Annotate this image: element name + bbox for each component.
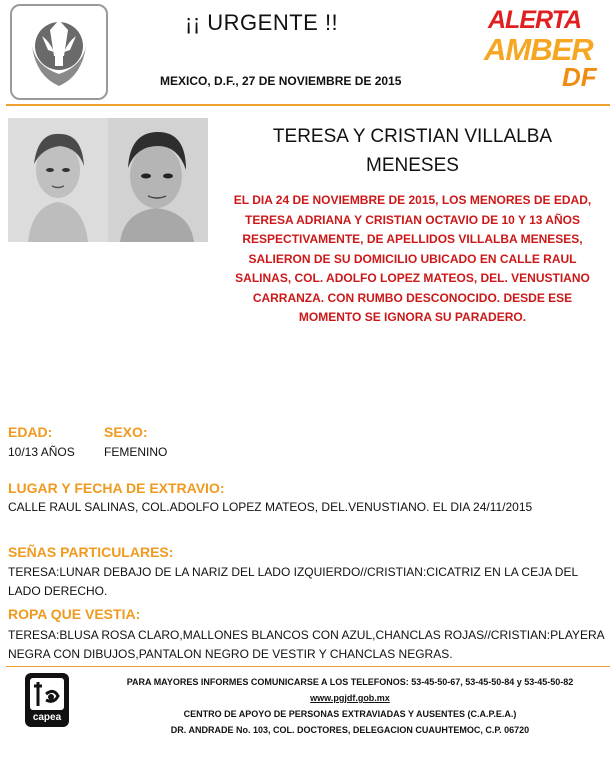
- capea-logo: [24, 672, 70, 728]
- story-line: CARRANZA. CON RUMBO DESCONOCIDO. DESDE ESE: [252, 290, 573, 305]
- missing-names: [225, 122, 600, 180]
- senas-line: LADO DERECHO.: [8, 584, 108, 598]
- sexo-label: SEXO:: [104, 424, 148, 440]
- header-divider: [6, 104, 610, 106]
- senas-line: TERESA:LUNAR DEBAJO DE LA NARIZ DEL LADO IZQUIERDO//CRISTIAN:CICATRIZ EN LA CEJA DEL: [8, 565, 579, 579]
- senas-label: SEÑAS PARTICULARES:: [8, 544, 174, 560]
- edad-value: 10/13 AÑOS: [8, 445, 75, 459]
- capea-text: capea: [32, 712, 62, 723]
- ropa-line: NEGRA CON DIBUJOS,PANTALON NEGRO DE VESTIR Y CHANCLAS NEGRAS.: [8, 647, 453, 661]
- senas-value: [8, 563, 608, 601]
- ropa-value: [8, 626, 612, 664]
- story-line: TERESA ADRIANA Y CRISTIAN OCTAVIO DE 10 Y 13 AÑOS: [245, 212, 580, 227]
- website-link[interactable]: www.pgjdf.gob.mx: [310, 693, 390, 703]
- logo-df-text: DF: [562, 62, 597, 92]
- address-line: DR. ANDRADE No. 103, COL. DOCTORES, DELEGACION CUAUHTEMOC, C.P. 06720: [170, 725, 530, 735]
- sexo-value: FEMENINO: [104, 445, 168, 459]
- eagle-emblem-icon: [12, 6, 106, 98]
- story-line: EL DIA 24 DE NOVIEMBRE DE 2015, LOS MENORES DE EDAD,: [233, 193, 592, 207]
- case-description: [230, 191, 595, 328]
- logo-amber-text: AMBER: [484, 32, 593, 67]
- center-line: CENTRO DE APOYO DE PERSONAS EXTRAVIADAS Y AUSENTES (C.A.P.E.A.): [183, 709, 517, 719]
- names-line-1: TERESA Y CRISTIAN VILLALBA: [272, 126, 553, 147]
- phones-line: PARA MAYORES INFORMES COMUNICARSE A LOS TELEFONOS: 53-45-50-67, 53-45-50-84 y 53-45-50-82: [126, 677, 574, 687]
- missing-children-photos: [8, 118, 208, 242]
- urgent-title: ¡¡ URGENTE !!: [185, 10, 339, 35]
- story-line: RESPECTIVAMENTE, DE APELLIDOS VILLALBA MENESES,: [242, 232, 583, 246]
- story-line: SALINAS, COL. ADOLFO LOPEZ MATEOS, DEL. VENUSTIANO: [235, 271, 590, 285]
- contact-footer: [100, 674, 600, 738]
- date-line: MEXICO, D.F., 27 DE NOVIEMBRE DE 2015: [160, 74, 402, 88]
- story-line: MOMENTO SE IGNORA SU PARADERO.: [298, 310, 527, 324]
- photos-panel: [8, 118, 208, 242]
- ropa-line: TERESA:BLUSA ROSA CLARO,MALLONES BLANCOS CON AZUL,CHANCLAS ROJAS//CRISTIAN:PLAYERA: [8, 628, 605, 642]
- alerta-amber-logo: [484, 6, 604, 94]
- logo-alerta-text: ALERTA: [488, 6, 582, 34]
- lugar-label: LUGAR Y FECHA DE EXTRAVIO:: [8, 480, 225, 496]
- ropa-label: ROPA QUE VESTIA:: [8, 606, 141, 622]
- footer-divider: [6, 666, 610, 667]
- story-line: SALIERON DE SU DOMICILIO UBICADO EN CALLE RAUL: [248, 251, 577, 266]
- names-line-2: MENESES: [366, 155, 459, 176]
- edad-label: EDAD:: [8, 424, 53, 440]
- lugar-value: CALLE RAUL SALINAS, COL.ADOLFO LOPEZ MATEOS, DEL.VENUSTIANO. EL DIA 24/11/2015: [8, 500, 533, 514]
- pgjdf-logo: [10, 4, 108, 100]
